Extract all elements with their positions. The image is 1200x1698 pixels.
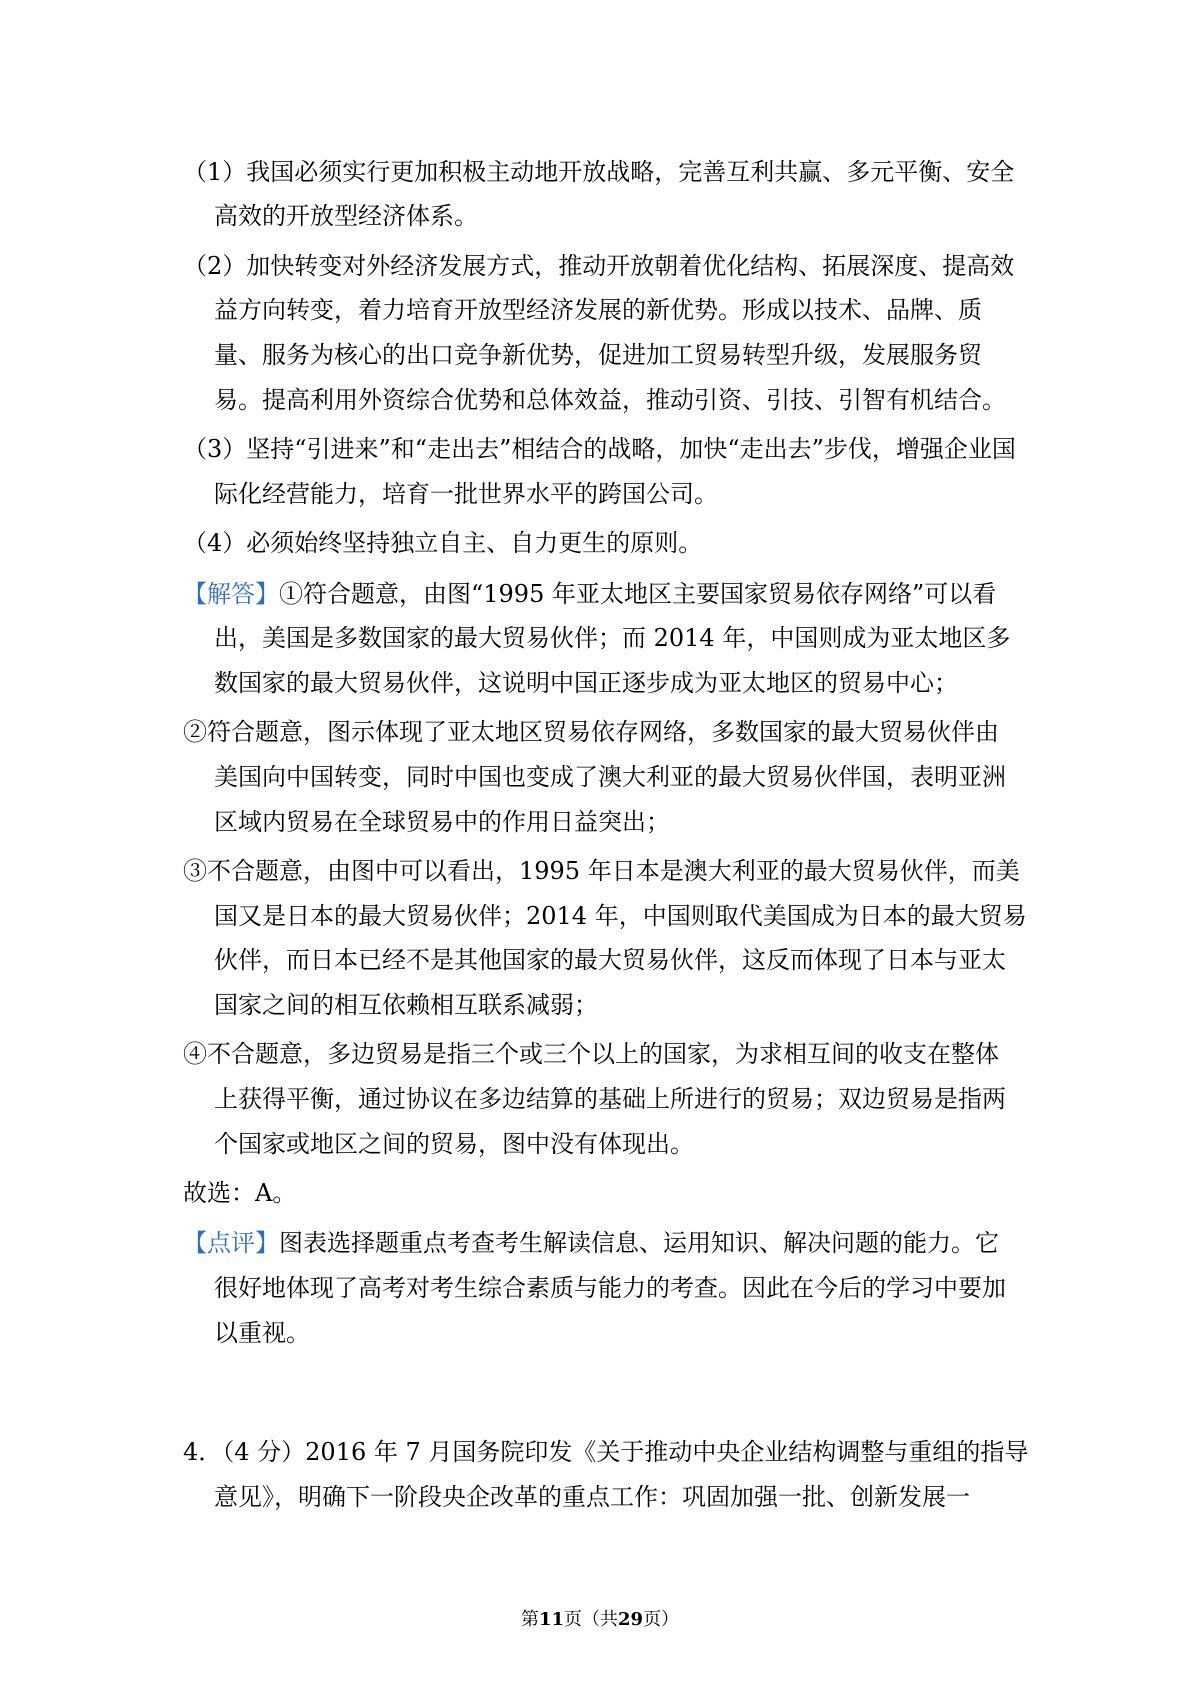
footer-middle: 页（共 xyxy=(564,1609,618,1630)
footer-prefix: 第 xyxy=(520,1609,539,1630)
paragraph-line: 国又是日本的最大贸易伙伴；2014 年，中国则取代美国成为日本的最大贸易 xyxy=(214,902,1027,930)
paragraph-line: （4）必须始终坚持独立自主、自力更生的原则。 xyxy=(183,529,703,557)
paragraph-line: 上获得平衡，通过协议在多边结算的基础上所进行的贸易；双边贸易是指两 xyxy=(214,1085,1006,1113)
paragraph-line: （3）坚持“引进来”和“走出去”相结合的战略，加快“走出去”步伐，增强企业国 xyxy=(183,435,1016,463)
paragraph-line: 意见》，明确下一阶段央企改革的重点工作：巩固加强一批、创新发展一 xyxy=(214,1483,970,1511)
answer-text: ①符合题意，由图“1995 年亚太地区主要国家贸易依存网络”可以看 xyxy=(279,580,997,608)
footer-total-pages: 29 xyxy=(618,1609,644,1630)
choice-line: 故选：A。 xyxy=(183,1179,297,1207)
review-text: 图表选择题重点考查考生解读信息、运用知识、解决问题的能力。它 xyxy=(279,1229,999,1257)
paragraph-line: 数国家的最大贸易伙伴，这说明中国正逐步成为亚太地区的贸易中心； xyxy=(214,669,958,697)
review-tag: 【点评】 xyxy=(183,1229,279,1257)
paragraph-line: 国家之间的相互依赖相互联系减弱； xyxy=(214,991,598,1019)
footer-page-number: 11 xyxy=(538,1609,564,1630)
paragraph-line: 易。提高利用外资综合优势和总体效益，推动引资、引技、引智有机结合。 xyxy=(214,386,1006,414)
answer-tag: 【解答】 xyxy=(183,580,279,608)
paragraph-line: 高效的开放型经济体系。 xyxy=(214,202,478,230)
footer-suffix: 页） xyxy=(643,1609,680,1630)
paragraph-line: 以重视。 xyxy=(214,1319,310,1347)
paragraph-line: 美国向中国转变，同时中国也变成了澳大利亚的最大贸易伙伴国，表明亚洲 xyxy=(214,763,1006,791)
paragraph-line: 很好地体现了高考对考生综合素质与能力的考查。因此在今后的学习中要加 xyxy=(214,1274,1006,1302)
paragraph-line: 际化经营能力，培育一批世界水平的跨国公司。 xyxy=(214,480,718,508)
paragraph-line: （1）我国必须实行更加积极主动地开放战略，完善互利共赢、多元平衡、安全 xyxy=(183,158,1015,186)
question-line: 4．（4 分）2016 年 7 月国务院印发《关于推动中央企业结构调整与重组的指导 xyxy=(183,1438,1029,1466)
paragraph-line: 区域内贸易在全球贸易中的作用日益突出； xyxy=(214,808,670,836)
paragraph-line: （2）加快转变对外经济发展方式，推动开放朝着优化结构、拓展深度、提高效 xyxy=(183,252,1015,280)
review-line xyxy=(183,1226,1200,1260)
paragraph-line: 出，美国是多数国家的最大贸易伙伴；而 2014 年，中国则成为亚太地区多 xyxy=(214,624,1011,652)
paragraph-line: 伙伴，而日本已经不是其他国家的最大贸易伙伴，这反而体现了日本与亚太 xyxy=(214,946,1006,974)
page-footer xyxy=(0,1608,1200,1632)
paragraph-line: ③不合题意，由图中可以看出，1995 年日本是澳大利亚的最大贸易伙伴，而美 xyxy=(183,857,1020,885)
answer-line xyxy=(183,577,1200,611)
paragraph-line: 量、服务为核心的出口竞争新优势，促进加工贸易转型升级，发展服务贸 xyxy=(214,341,982,369)
paragraph-line: 益方向转变，着力培育开放型经济发展的新优势。形成以技术、品牌、质 xyxy=(214,296,982,324)
paragraph-line: ④不合题意，多边贸易是指三个或三个以上的国家，为求相互间的收支在整体 xyxy=(183,1040,999,1068)
paragraph-line: 个国家或地区之间的贸易，图中没有体现出。 xyxy=(214,1130,694,1158)
paragraph-line: ②符合题意，图示体现了亚太地区贸易依存网络，多数国家的最大贸易伙伴由 xyxy=(183,718,999,746)
